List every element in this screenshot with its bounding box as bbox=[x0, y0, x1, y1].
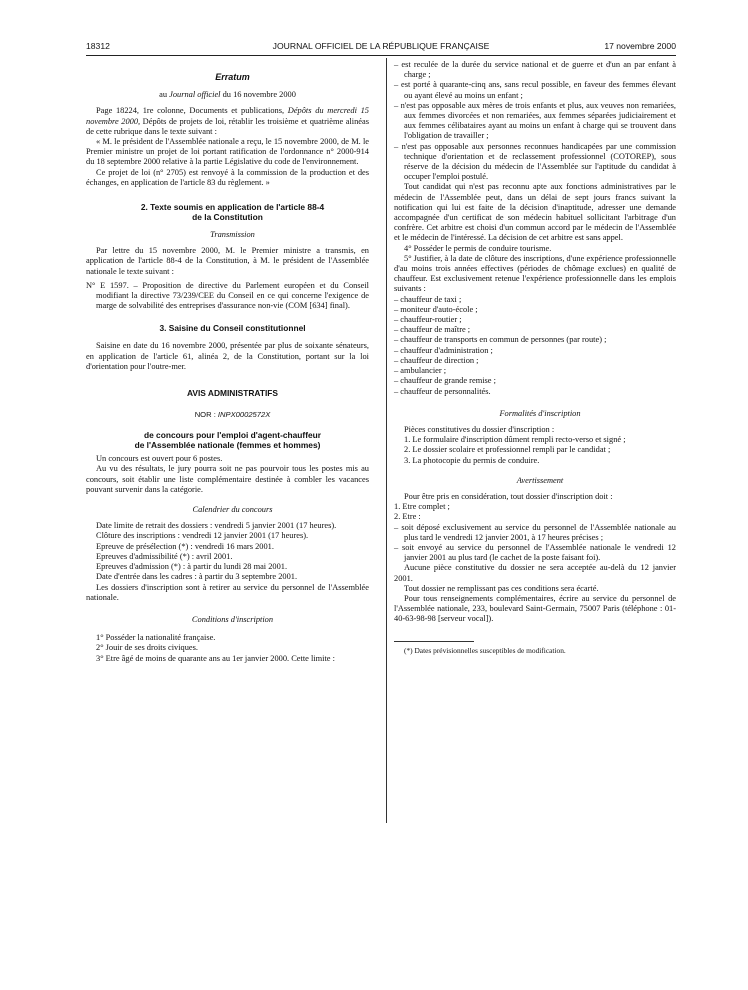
emploi-item: – ambulancier ; bbox=[394, 366, 447, 376]
avertissement-item: 1. Etre complet ; bbox=[394, 502, 450, 512]
experience-paragraph: 5° Justifier, à la date de clôture des inscriptions, d'une expérience professionnelle d'au moins trois années effectives (périodes de chômage exclues) en qualité de chauffeur. Est exclusivement retenue l'expérience professionnelle dans les emplois suivants : bbox=[394, 253, 676, 294]
section-2-paragraph: Par lettre du 15 novembre 2000, M. le Premier ministre a transmis, en application de l'article 88-4 de la Constitution, à M. le président de l'Assemblée nationale le texte suivant : bbox=[86, 246, 369, 276]
formalites-intro: Pièces constitutives du dossier d'inscription : bbox=[404, 424, 555, 434]
avis-title: AVIS ADMINISTRATIFS bbox=[186, 388, 279, 399]
limit-item: – n'est pas opposable aux mères de trois enfants et plus, aux veuves non remariées, aux femmes divorcées et non remariées, aux femmes séparées judiciairement et aux femmes célibataires ayant au moins un enfant à charge qui se trouvent dans l'obligation de travailler ; bbox=[394, 100, 676, 141]
section-2-subtitle: Transmission bbox=[210, 230, 255, 240]
journal-title: JOURNAL OFFICIEL DE LA RÉPUBLIQUE FRANÇAISE bbox=[272, 41, 490, 51]
calendrier-item: Les dossiers d'inscription sont à retirer au service du personnel de l'Assemblée nationale. bbox=[86, 582, 369, 602]
calendrier-item: Clôture des inscriptions : vendredi 12 janvier 2001 (17 heures). bbox=[96, 531, 309, 541]
erratum-title: Erratum bbox=[215, 72, 250, 82]
column-divider bbox=[386, 58, 387, 823]
page-number: 18312 bbox=[86, 41, 110, 51]
emploi-item: – chauffeur d'administration ; bbox=[394, 345, 493, 355]
avertissement-paragraph: Pour tous renseignements complémentaires, écrire au service du personnel de l'Assemblée nationale, 233, boulevard Saint-Germain, 75007 Paris (téléphone : 01-40-63-98-98 [serveur vocal]). bbox=[394, 593, 676, 624]
emploi-item: – chauffeur de transports en commun de personnes (par route) ; bbox=[394, 335, 607, 345]
section-3-paragraph: Saisine en date du 16 novembre 2000, présentée par plus de soixante sénateurs, en application de l'article 61, alinéa 2, de la Constitution, portant sur la loi d'orientation pour l'outre-mer. bbox=[86, 341, 369, 371]
limit-item: – est reculée de la durée du service national et de guerre et d'un an par enfant à charge ; bbox=[394, 60, 676, 80]
concours-title: de concours pour l'emploi d'agent-chauffeur de l'Assemblée nationale (femmes et hommes) bbox=[134, 430, 322, 451]
formalites-item: 1. Le formulaire d'inscription dûment rempli recto-verso et signé ; bbox=[404, 435, 626, 445]
calendrier-item: Epreuve de présélection (*) : vendredi 16 mars 2001. bbox=[96, 541, 274, 551]
calendrier-item: Epreuves d'admissibilité (*) : avril 2001. bbox=[96, 551, 233, 561]
erratum-subtitle: au Journal officiel du 16 novembre 2000 bbox=[159, 90, 296, 100]
formalites-title: Formalités d'inscription bbox=[499, 408, 581, 418]
calendrier-item: Epreuves d'admission (*) : à partir du lundi 28 mai 2001. bbox=[96, 562, 288, 572]
permis-paragraph: 4° Posséder le permis de conduire tourisme. bbox=[404, 243, 552, 253]
formalites-item: 2. Le dossier scolaire et professionnel rempli par le candidat ; bbox=[404, 445, 611, 455]
section-2-directive: N° E 1597. – Proposition de directive du Parlement européen et du Conseil modifiant la directive 73/239/CEE du Conseil en ce qui concerne l'exigence de marge de solvabilité des entreprises d'assurance non-vie (COM [634] final). bbox=[86, 280, 369, 311]
limit-item: – est porté à quarante-cinq ans, sans recul possible, en faveur des femmes élevant ou ayant élevé au moins un enfant ; bbox=[394, 80, 676, 100]
aptitude-paragraph: Tout candidat qui n'est pas reconnu apte aux fonctions administratives par le médecin de l'Assemblée peut, dans un délai de sept jours francs suivant la notification qui lui est faite de la décision d'inaptitude, adresser une demande accompagnée d'un certificat de son médecin habituel sollicitant l'arbitrage d'un confrère. Cet arbitre est choisi d'un commun accord par le médecin de l'Assemblée et le médecin de l'intéressé. La décision de cet arbitre est sans appel. bbox=[394, 182, 676, 243]
emploi-item: – chauffeur de direction ; bbox=[394, 355, 479, 365]
condition-item: 2° Jouir de ses droits civiques. bbox=[96, 643, 198, 653]
calendrier-item: Date d'entrée dans les cadres : à partir du 3 septembre 2001. bbox=[96, 572, 298, 582]
emploi-item: – chauffeur de personnalités. bbox=[394, 386, 491, 396]
avertissement-paragraph: Tout dossier ne remplissant pas ces conditions sera écarté. bbox=[404, 583, 599, 593]
avertissement-item: 2. Etre : bbox=[394, 512, 421, 522]
formalites-item: 3. La photocopie du permis de conduire. bbox=[404, 455, 540, 465]
section-2-title: 2. Texte soumis en application de l'article 88-4 de la Constitution bbox=[140, 202, 325, 223]
condition-item: 3° Etre âgé de moins de quarante ans au 1er janvier 2000. Cette limite : bbox=[96, 653, 335, 663]
conditions-title: Conditions d'inscription bbox=[191, 614, 274, 624]
erratum-paragraph: Page 18224, 1re colonne, Documents et publications, Dépôts du mercredi 15 novembre 2000, Dépôts de projets de loi, rétablir les troisième et quatrième alinéas de cette rubrique dans le texte suivant : bbox=[86, 106, 369, 136]
calendrier-title: Calendrier du concours bbox=[192, 505, 273, 515]
emploi-item: – chauffeur de grande remise ; bbox=[394, 376, 496, 386]
concours-paragraph-2: Au vu des résultats, le jury pourra soit ne pas pourvoir tous les postes mis au concours, soit établir une liste complémentaire destinée à combler les vacances pouvant survenir dans la catégorie. bbox=[86, 464, 369, 494]
left-column bbox=[86, 60, 369, 664]
footnote: (*) Dates prévisionnelles susceptibles de modification. bbox=[404, 645, 566, 655]
emploi-item: – chauffeur-routier ; bbox=[394, 315, 462, 325]
header-rule bbox=[86, 55, 676, 56]
section-3-title: 3. Saisine du Conseil constitutionnel bbox=[159, 323, 306, 334]
avertissement-subitem: – soit envoyé au service du personnel de l'Assemblée nationale le vendredi 12 janvier 2001 au plus tard (le cachet de la poste faisant foi). bbox=[394, 542, 676, 563]
emploi-item: – chauffeur de maître ; bbox=[394, 325, 471, 335]
avertissement-subitem: – soit déposé exclusivement au service du personnel de l'Assemblée nationale au plus tard le vendredi 12 janvier 2001, à 17 heures précises ; bbox=[394, 522, 676, 542]
avertissement-title: Avertissement bbox=[516, 475, 564, 485]
emploi-item: – moniteur d'auto-école ; bbox=[394, 304, 478, 314]
erratum-quote: « M. le président de l'Assemblée nationale a reçu, le 15 novembre 2000, de M. le Premier ministre un projet de loi portant ratification de l'ordonnance n° 2000-914 du 18 septembre 2000 relative à la partie Législative du code de l'environnement. bbox=[86, 137, 369, 167]
avertissement-paragraph: Aucune pièce constitutive du dossier ne sera acceptée au-delà du 12 janvier 2001. bbox=[394, 563, 676, 583]
issue-date: 17 novembre 2000 bbox=[604, 41, 676, 51]
calendrier-item: Date limite de retrait des dossiers : vendredi 5 janvier 2001 (17 heures). bbox=[96, 521, 337, 531]
page-header bbox=[86, 41, 676, 55]
right-column bbox=[394, 60, 676, 656]
emploi-item: – chauffeur de taxi ; bbox=[394, 294, 462, 304]
erratum-quote-end: Ce projet de loi (n° 2705) est renvoyé à la commission de la production et des échanges, en application de l'article 83 du règlement. » bbox=[86, 167, 369, 187]
condition-item: 1° Posséder la nationalité française. bbox=[96, 633, 216, 643]
concours-paragraph-1: Un concours est ouvert pour 6 postes. bbox=[96, 454, 223, 464]
limit-item: – n'est pas opposable aux personnes reconnues handicapées par une commission technique d'orientation et de reclassement professionnel (COTOREP), sous réserve de la décision du médecin de l'Assemblée sur l'aptitude du candidat à occuper l'emploi postulé. bbox=[394, 141, 676, 182]
nor-reference: NOR : INPX0002572X bbox=[194, 410, 271, 420]
avertissement-intro: Pour être pris en considération, tout dossier d'inscription doit : bbox=[404, 491, 613, 501]
